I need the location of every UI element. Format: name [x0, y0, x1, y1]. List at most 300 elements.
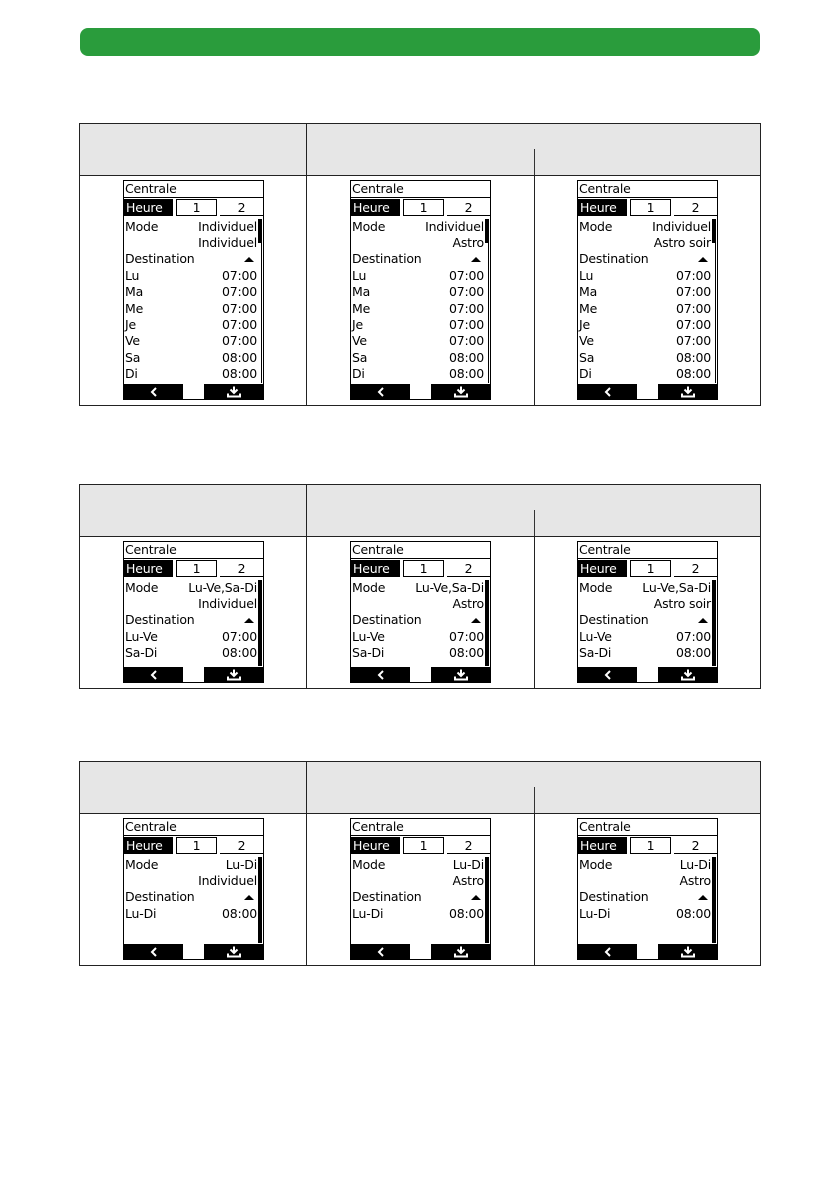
tab-1[interactable]: 1 [403, 199, 444, 216]
day-time: 08:00 [448, 645, 484, 661]
mode-label: Mode [352, 580, 386, 595]
scrollbar-track[interactable] [715, 219, 716, 383]
title-divider [124, 558, 263, 559]
day-time: 08:00 [221, 645, 257, 661]
save-button[interactable] [431, 944, 490, 959]
day-row[interactable] [125, 629, 257, 645]
day-time: 07:00 [221, 268, 257, 283]
arrow-up-icon[interactable] [698, 895, 708, 900]
day-time: 08:00 [221, 906, 257, 921]
day-time: 07:00 [448, 629, 484, 644]
day-time: 07:00 [221, 284, 257, 300]
column-divider [306, 762, 307, 813]
day-time: 07:00 [448, 333, 484, 349]
day-label: Ve [579, 333, 594, 349]
tab-2[interactable]: 2 [447, 199, 490, 216]
scrollbar-thumb[interactable] [258, 857, 262, 943]
day-label: Lu [352, 268, 367, 283]
mode-value: Individuel [652, 219, 711, 234]
destination-row[interactable] [352, 251, 484, 267]
destination-label: Destination [579, 251, 649, 266]
destination-value: Individuel [198, 235, 257, 250]
screen-title: Centrale [352, 181, 404, 196]
mode-value: Individuel [425, 219, 484, 234]
screen-title: Centrale [579, 542, 631, 557]
download-icon [681, 669, 695, 680]
day-label: Je [579, 316, 590, 332]
mode-row[interactable] [579, 219, 711, 235]
day-label: Ma [125, 284, 144, 300]
title-divider [578, 835, 717, 836]
destination-row[interactable] [125, 612, 257, 628]
title-divider [124, 197, 263, 198]
day-time: 07:00 [448, 284, 484, 300]
tab-1[interactable]: 1 [403, 837, 444, 854]
day-label: Sa-Di [352, 645, 385, 661]
day-row[interactable] [352, 268, 484, 284]
day-time: 08:00 [448, 349, 484, 365]
scrollbar-thumb[interactable] [485, 580, 489, 666]
download-icon [454, 669, 468, 680]
mode-row[interactable] [579, 580, 711, 596]
mode-value: Lu-Di [225, 857, 257, 872]
tab-2[interactable]: 2 [220, 199, 263, 216]
title-divider [124, 835, 263, 836]
device-screen [577, 180, 718, 400]
day-row[interactable] [125, 268, 257, 284]
back-button[interactable] [578, 944, 637, 959]
download-icon [681, 946, 695, 957]
day-row[interactable] [125, 350, 257, 366]
day-label: Lu-Ve [352, 629, 385, 644]
screen-footer [351, 944, 490, 959]
day-label: Me [125, 300, 144, 316]
screen-title: Centrale [125, 542, 177, 557]
section-3 [79, 761, 761, 966]
mode-value: Lu-Ve,Sa-Di [642, 580, 711, 595]
device-screen [350, 541, 491, 683]
save-button[interactable] [658, 667, 717, 682]
scrollbar-thumb[interactable] [712, 219, 716, 243]
day-label: Lu-Di [579, 906, 611, 921]
mode-row[interactable] [352, 580, 484, 596]
mode-row[interactable] [352, 219, 484, 235]
table-header [80, 762, 760, 814]
mode-value: Lu-Ve,Sa-Di [415, 580, 484, 595]
day-row[interactable] [352, 284, 484, 300]
download-icon [227, 386, 241, 397]
scrollbar-thumb[interactable] [485, 857, 489, 943]
chevron-left-icon [150, 670, 158, 680]
mode-value: Lu-Ve,Sa-Di [188, 580, 257, 595]
mode-label: Mode [579, 857, 613, 872]
day-label: Lu [579, 268, 594, 283]
day-row[interactable] [352, 301, 484, 317]
tab-heure[interactable]: Heure [124, 837, 173, 854]
screen-title: Centrale [352, 542, 404, 557]
destination-value-row[interactable] [125, 596, 257, 612]
device-screen [577, 541, 718, 683]
destination-label: Destination [352, 612, 422, 627]
column-divider [306, 124, 307, 175]
day-time: 08:00 [675, 365, 711, 381]
day-time: 08:00 [448, 365, 484, 381]
scrollbar-thumb[interactable] [712, 857, 716, 943]
day-row[interactable] [579, 317, 711, 333]
tab-1[interactable]: 1 [630, 560, 671, 577]
day-row[interactable] [352, 350, 484, 366]
day-row[interactable] [125, 317, 257, 333]
arrow-up-icon[interactable] [244, 257, 254, 262]
arrow-up-icon[interactable] [471, 895, 481, 900]
device-screen [123, 541, 264, 683]
destination-row[interactable] [125, 251, 257, 267]
column-divider [306, 536, 307, 688]
save-button[interactable] [658, 384, 717, 399]
day-label: Me [352, 300, 371, 316]
tab-1[interactable]: 1 [176, 199, 217, 216]
destination-value: Individuel [198, 596, 257, 611]
device-screen [350, 818, 491, 960]
screen-footer [124, 667, 263, 682]
mode-label: Mode [579, 219, 613, 234]
tab-2[interactable]: 2 [674, 560, 717, 577]
destination-value-row[interactable] [352, 873, 484, 889]
destination-value-row[interactable] [579, 873, 711, 889]
tab-2[interactable]: 2 [220, 560, 263, 577]
day-label: Sa [579, 349, 595, 365]
day-row[interactable] [579, 301, 711, 317]
day-time: 07:00 [221, 300, 257, 316]
tab-bar [351, 560, 490, 577]
tab-2[interactable]: 2 [220, 837, 263, 854]
destination-value-row[interactable] [352, 235, 484, 251]
mode-row[interactable] [125, 857, 257, 873]
chevron-left-icon [604, 670, 612, 680]
chevron-left-icon [150, 387, 158, 397]
destination-value-row[interactable] [579, 596, 711, 612]
day-row[interactable] [125, 906, 257, 922]
scrollbar-thumb[interactable] [258, 580, 262, 666]
scrollbar-thumb[interactable] [485, 219, 489, 243]
day-time: 08:00 [675, 906, 711, 921]
screen-title: Centrale [579, 181, 631, 196]
day-label: Lu-Ve [125, 629, 158, 644]
screen-footer [578, 667, 717, 682]
day-row[interactable] [125, 284, 257, 300]
table [79, 123, 761, 406]
column-divider [306, 175, 307, 405]
destination-value: Astro [452, 235, 484, 250]
day-label: Je [125, 316, 136, 332]
tab-heure[interactable]: Heure [351, 199, 400, 216]
column-divider [534, 813, 535, 965]
mode-label: Mode [125, 857, 159, 872]
download-icon [227, 946, 241, 957]
download-icon [454, 386, 468, 397]
title-divider [578, 558, 717, 559]
back-button[interactable] [578, 384, 637, 399]
day-row[interactable] [579, 268, 711, 284]
mode-row[interactable] [125, 580, 257, 596]
day-label: Me [579, 300, 598, 316]
day-time: 07:00 [675, 629, 711, 644]
destination-value: Astro [452, 873, 484, 888]
day-row[interactable] [579, 629, 711, 645]
tab-bar [124, 837, 263, 854]
day-time: 08:00 [448, 906, 484, 921]
title-divider [351, 835, 490, 836]
day-label: Sa-Di [579, 645, 612, 661]
mode-label: Mode [125, 219, 159, 234]
day-row[interactable] [352, 317, 484, 333]
screen-footer [351, 667, 490, 682]
tab-1[interactable]: 1 [176, 560, 217, 577]
screen-footer [351, 384, 490, 399]
subcolumn-divider [534, 149, 535, 175]
day-label: Di [125, 365, 138, 381]
save-button[interactable] [204, 944, 263, 959]
day-row[interactable] [579, 333, 711, 349]
day-time: 07:00 [448, 268, 484, 283]
arrow-up-icon[interactable] [698, 618, 708, 623]
section-2 [79, 484, 761, 689]
destination-label: Destination [579, 612, 649, 627]
day-time: 08:00 [675, 349, 711, 365]
day-label: Lu-Ve [579, 629, 612, 644]
tab-bar [124, 560, 263, 577]
destination-value-row[interactable] [125, 873, 257, 889]
tab-heure[interactable]: Heure [578, 837, 627, 854]
mode-label: Mode [352, 857, 386, 872]
mode-label: Mode [579, 580, 613, 595]
tab-heure[interactable]: Heure [351, 560, 400, 577]
arrow-up-icon[interactable] [471, 257, 481, 262]
mode-value: Individuel [198, 219, 257, 234]
day-row[interactable] [352, 366, 484, 382]
destination-value: Astro soir [653, 596, 711, 611]
day-label: Di [352, 365, 365, 381]
tab-heure[interactable]: Heure [124, 560, 173, 577]
day-row[interactable] [125, 645, 257, 661]
chevron-left-icon [377, 947, 385, 957]
back-button[interactable] [351, 667, 410, 682]
back-button[interactable] [351, 944, 410, 959]
tab-bar [351, 199, 490, 216]
tab-2[interactable]: 2 [447, 560, 490, 577]
column-divider [534, 536, 535, 688]
screen-title: Centrale [579, 819, 631, 834]
mode-row[interactable] [579, 857, 711, 873]
day-row[interactable] [579, 645, 711, 661]
day-time: 07:00 [448, 300, 484, 316]
day-label: Sa-Di [125, 645, 158, 661]
tab-bar [351, 837, 490, 854]
day-label: Di [579, 365, 592, 381]
destination-value-row[interactable] [125, 235, 257, 251]
mode-row[interactable] [352, 857, 484, 873]
tab-heure[interactable]: Heure [578, 199, 627, 216]
tab-1[interactable]: 1 [630, 837, 671, 854]
day-time: 08:00 [221, 349, 257, 365]
tab-bar [578, 199, 717, 216]
save-button[interactable] [431, 384, 490, 399]
destination-row[interactable] [579, 612, 711, 628]
day-time: 08:00 [675, 645, 711, 661]
mode-value: Lu-Di [679, 857, 711, 872]
destination-label: Destination [125, 251, 195, 266]
back-button[interactable] [124, 384, 183, 399]
destination-value-row[interactable] [352, 596, 484, 612]
tab-heure[interactable]: Heure [578, 560, 627, 577]
arrow-up-icon[interactable] [244, 618, 254, 623]
day-label: Sa [352, 349, 368, 365]
day-row[interactable] [352, 333, 484, 349]
scrollbar-thumb[interactable] [258, 219, 262, 243]
screen-title: Centrale [125, 181, 177, 196]
table [79, 484, 761, 689]
day-row[interactable] [125, 301, 257, 317]
day-label: Lu-Di [352, 906, 384, 921]
day-label: Ma [352, 284, 371, 300]
arrow-up-icon[interactable] [471, 618, 481, 623]
day-time: 07:00 [448, 316, 484, 332]
tab-bar [124, 199, 263, 216]
tab-heure[interactable]: Heure [124, 199, 173, 216]
chevron-left-icon [377, 387, 385, 397]
back-button[interactable] [124, 944, 183, 959]
destination-value-row[interactable] [579, 235, 711, 251]
day-row[interactable] [352, 906, 484, 922]
day-row[interactable] [125, 333, 257, 349]
tab-2[interactable]: 2 [447, 837, 490, 854]
destination-value: Astro [679, 873, 711, 888]
destination-row[interactable] [579, 251, 711, 267]
destination-value: Individuel [198, 873, 257, 888]
table-header [80, 485, 760, 537]
destination-value: Astro soir [653, 235, 711, 250]
download-icon [454, 946, 468, 957]
device-screen [350, 180, 491, 400]
mode-row[interactable] [125, 219, 257, 235]
day-label: Ma [579, 284, 598, 300]
day-time: 07:00 [675, 300, 711, 316]
destination-row[interactable] [352, 612, 484, 628]
scrollbar-thumb[interactable] [712, 580, 716, 666]
day-row[interactable] [579, 284, 711, 300]
title-divider [351, 558, 490, 559]
save-button[interactable] [204, 384, 263, 399]
back-button[interactable] [124, 667, 183, 682]
screen-title: Centrale [352, 819, 404, 834]
device-screen [123, 180, 264, 400]
subcolumn-divider [534, 510, 535, 536]
screen-footer [578, 944, 717, 959]
tab-heure[interactable]: Heure [351, 837, 400, 854]
arrow-up-icon[interactable] [244, 895, 254, 900]
destination-label: Destination [352, 251, 422, 266]
column-divider [534, 175, 535, 405]
day-time: 07:00 [675, 316, 711, 332]
destination-row[interactable] [352, 889, 484, 905]
title-divider [351, 197, 490, 198]
day-time: 07:00 [675, 268, 711, 283]
day-row[interactable] [579, 366, 711, 382]
day-time: 07:00 [675, 284, 711, 300]
save-button[interactable] [431, 667, 490, 682]
chevron-left-icon [604, 947, 612, 957]
tab-1[interactable]: 1 [176, 837, 217, 854]
device-screen [123, 818, 264, 960]
day-row[interactable] [125, 366, 257, 382]
download-icon [681, 386, 695, 397]
arrow-up-icon[interactable] [698, 257, 708, 262]
column-divider [306, 485, 307, 536]
tab-1[interactable]: 1 [630, 199, 671, 216]
day-label: Lu [125, 268, 140, 283]
screen-footer [578, 384, 717, 399]
header-green-bar [80, 28, 760, 56]
save-button[interactable] [658, 944, 717, 959]
scrollbar-track[interactable] [488, 219, 489, 383]
day-time: 07:00 [221, 333, 257, 349]
destination-label: Destination [125, 612, 195, 627]
scrollbar-track[interactable] [261, 219, 262, 383]
chevron-left-icon [150, 947, 158, 957]
device-screen [577, 818, 718, 960]
day-row[interactable] [352, 629, 484, 645]
day-time: 08:00 [221, 365, 257, 381]
day-row[interactable] [352, 645, 484, 661]
table-header [80, 124, 760, 176]
destination-label: Destination [125, 889, 195, 904]
day-row[interactable] [579, 350, 711, 366]
day-label: Ve [352, 333, 367, 349]
screen-footer [124, 944, 263, 959]
table [79, 761, 761, 966]
day-label: Ve [125, 333, 140, 349]
tab-2[interactable]: 2 [674, 837, 717, 854]
destination-value: Astro [452, 596, 484, 611]
mode-label: Mode [352, 219, 386, 234]
day-time: 07:00 [221, 316, 257, 332]
destination-label: Destination [579, 889, 649, 904]
day-time: 07:00 [675, 333, 711, 349]
back-button[interactable] [578, 667, 637, 682]
section-1 [79, 123, 761, 406]
day-label: Je [352, 316, 363, 332]
day-label: Sa [125, 349, 141, 365]
tab-2[interactable]: 2 [674, 199, 717, 216]
mode-label: Mode [125, 580, 159, 595]
tab-bar [578, 560, 717, 577]
column-divider [306, 813, 307, 965]
day-time: 07:00 [221, 629, 257, 644]
back-button[interactable] [351, 384, 410, 399]
destination-label: Destination [352, 889, 422, 904]
subcolumn-divider [534, 787, 535, 813]
download-icon [227, 669, 241, 680]
day-label: Lu-Di [125, 906, 157, 921]
screen-footer [124, 384, 263, 399]
mode-value: Lu-Di [452, 857, 484, 872]
destination-row[interactable] [579, 889, 711, 905]
chevron-left-icon [604, 387, 612, 397]
tab-1[interactable]: 1 [403, 560, 444, 577]
day-row[interactable] [579, 906, 711, 922]
save-button[interactable] [204, 667, 263, 682]
destination-row[interactable] [125, 889, 257, 905]
